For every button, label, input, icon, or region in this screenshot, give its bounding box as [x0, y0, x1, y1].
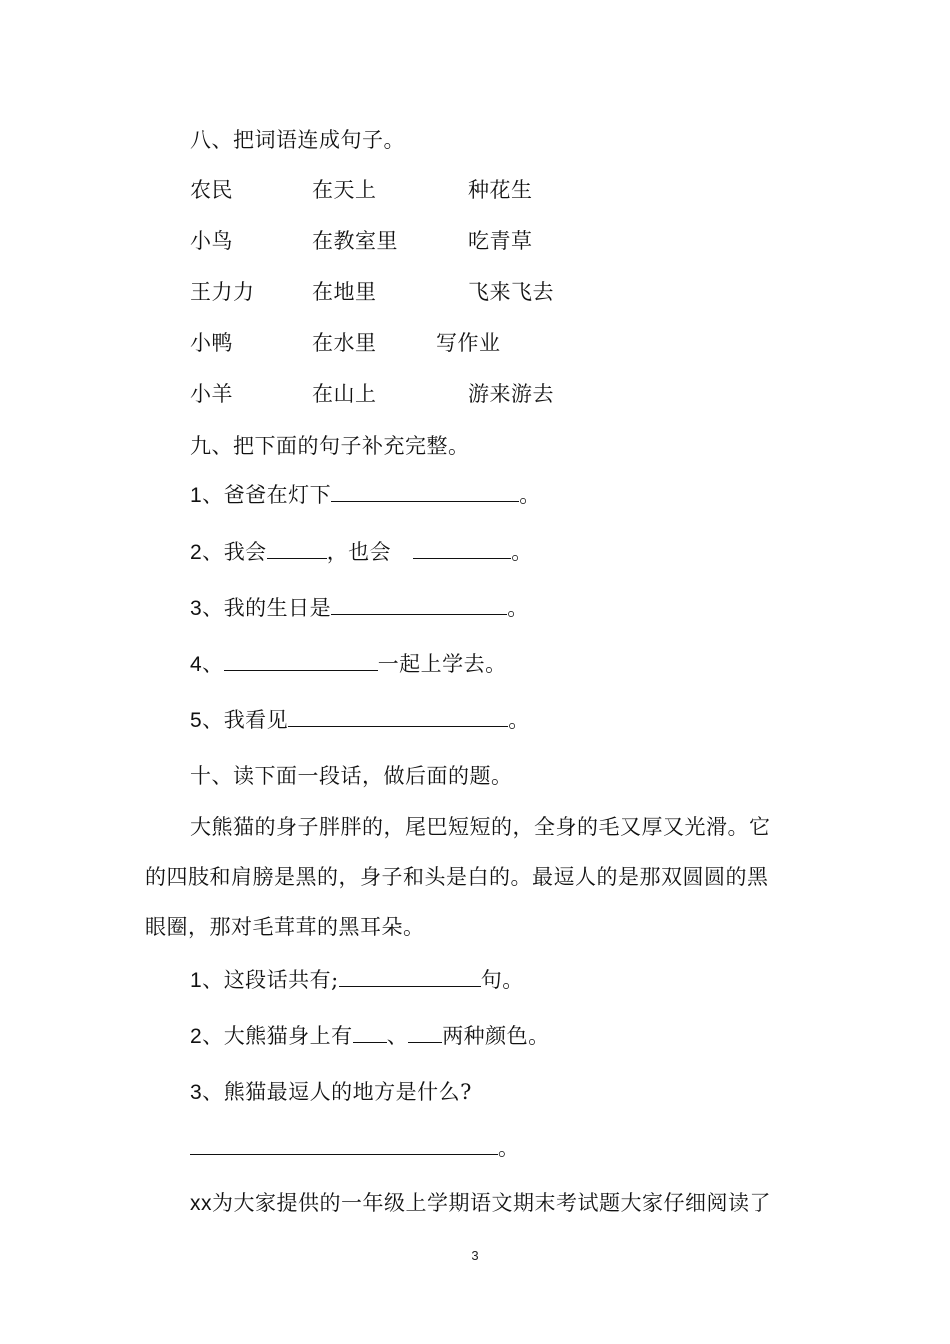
passage-line-3: 眼圈，那对毛茸茸的黑耳朵。 — [145, 915, 425, 939]
word-col3-2: 吃青草 — [468, 229, 533, 253]
answer-blank[interactable] — [408, 1022, 442, 1043]
reading-question-3 — [190, 1078, 472, 1107]
question-end: 两种颜色。 — [442, 1024, 550, 1048]
question-text: 我看见 — [223, 708, 289, 732]
passage-line-1: 大熊猫的身子胖胖的，尾巴短短的，全身的毛又厚又光滑。它 — [190, 815, 771, 839]
answer-blank[interactable] — [190, 1134, 498, 1155]
word-col3-3: 飞来飞去 — [468, 280, 554, 304]
page-number: 3 — [471, 1248, 479, 1263]
section-10-heading: 十、读下面一段话，做后面的题。 — [190, 764, 513, 788]
question-end: 。 — [519, 483, 541, 507]
answer-blank[interactable] — [413, 538, 511, 559]
question-text: 我会 — [223, 540, 267, 564]
answer-blank[interactable] — [224, 650, 378, 671]
reading-question-2 — [190, 1022, 550, 1051]
word-col1-2: 小鸟 — [190, 229, 233, 253]
question-number: 1、 — [190, 484, 224, 507]
question-number: 3、 — [190, 597, 224, 620]
answer-blank[interactable] — [288, 706, 508, 727]
question-text: 一起上学去。 — [377, 652, 507, 676]
question-end: 。 — [498, 1136, 520, 1160]
reading-answer-line — [190, 1134, 520, 1162]
answer-blank[interactable] — [339, 966, 481, 987]
word-col1-5: 小羊 — [190, 382, 233, 406]
fill-question-3 — [190, 594, 529, 623]
question-text: 熊猫最逗人的地方是什么? — [223, 1080, 472, 1104]
question-number: 2、 — [190, 1025, 224, 1048]
question-text: 这段话共有; — [223, 968, 339, 992]
closing-line — [190, 1189, 771, 1218]
fill-question-2 — [190, 538, 533, 567]
question-number: 1、 — [190, 969, 224, 992]
question-number: 3、 — [190, 1081, 224, 1104]
question-number: 2、 — [190, 541, 224, 564]
answer-blank[interactable] — [331, 594, 507, 615]
question-text: 我的生日是 — [223, 596, 332, 620]
question-text: 大熊猫身上有 — [223, 1024, 353, 1048]
question-mid-text: ，也会 — [326, 540, 392, 564]
question-end: 。 — [511, 540, 533, 564]
word-col2-3: 在地里 — [312, 280, 377, 304]
word-col1-3: 王力力 — [190, 280, 255, 304]
section-8-heading: 八、把词语连成句子。 — [190, 128, 405, 152]
word-col1-1: 农民 — [190, 178, 233, 202]
question-separator: 、 — [386, 1024, 409, 1048]
question-number: 4、 — [190, 653, 224, 676]
word-col2-2: 在教室里 — [312, 229, 398, 253]
reading-question-1 — [190, 966, 524, 995]
answer-blank[interactable] — [353, 1022, 387, 1043]
fill-question-4 — [190, 650, 507, 679]
closing-text: 为大家提供的一年级上学期语文期末考试题大家仔细阅读了 — [212, 1191, 771, 1215]
answer-blank[interactable] — [267, 538, 327, 559]
fill-question-1 — [190, 481, 541, 510]
fill-question-5 — [190, 706, 530, 735]
word-col3-1: 种花生 — [468, 178, 533, 202]
word-col2-5: 在山上 — [312, 382, 377, 406]
question-end: 句。 — [480, 968, 524, 992]
question-number: 5、 — [190, 709, 224, 732]
question-text: 爸爸在灯下 — [223, 483, 332, 507]
word-col3-5: 游来游去 — [468, 382, 554, 406]
word-col2-4: 在水里 — [312, 331, 377, 355]
word-col2-1: 在天上 — [312, 178, 377, 202]
closing-prefix: xx — [190, 1192, 212, 1215]
word-col1-4: 小鸭 — [190, 331, 233, 355]
answer-blank[interactable] — [331, 481, 519, 502]
section-9-heading: 九、把下面的句子补充完整。 — [190, 434, 470, 458]
passage-line-2: 的四肢和肩膀是黑的，身子和头是白的。最逗人的是那双圆圆的黑 — [145, 865, 769, 889]
word-col3-4: 写作业 — [436, 331, 501, 355]
question-end: 。 — [507, 596, 529, 620]
question-end: 。 — [508, 708, 530, 732]
